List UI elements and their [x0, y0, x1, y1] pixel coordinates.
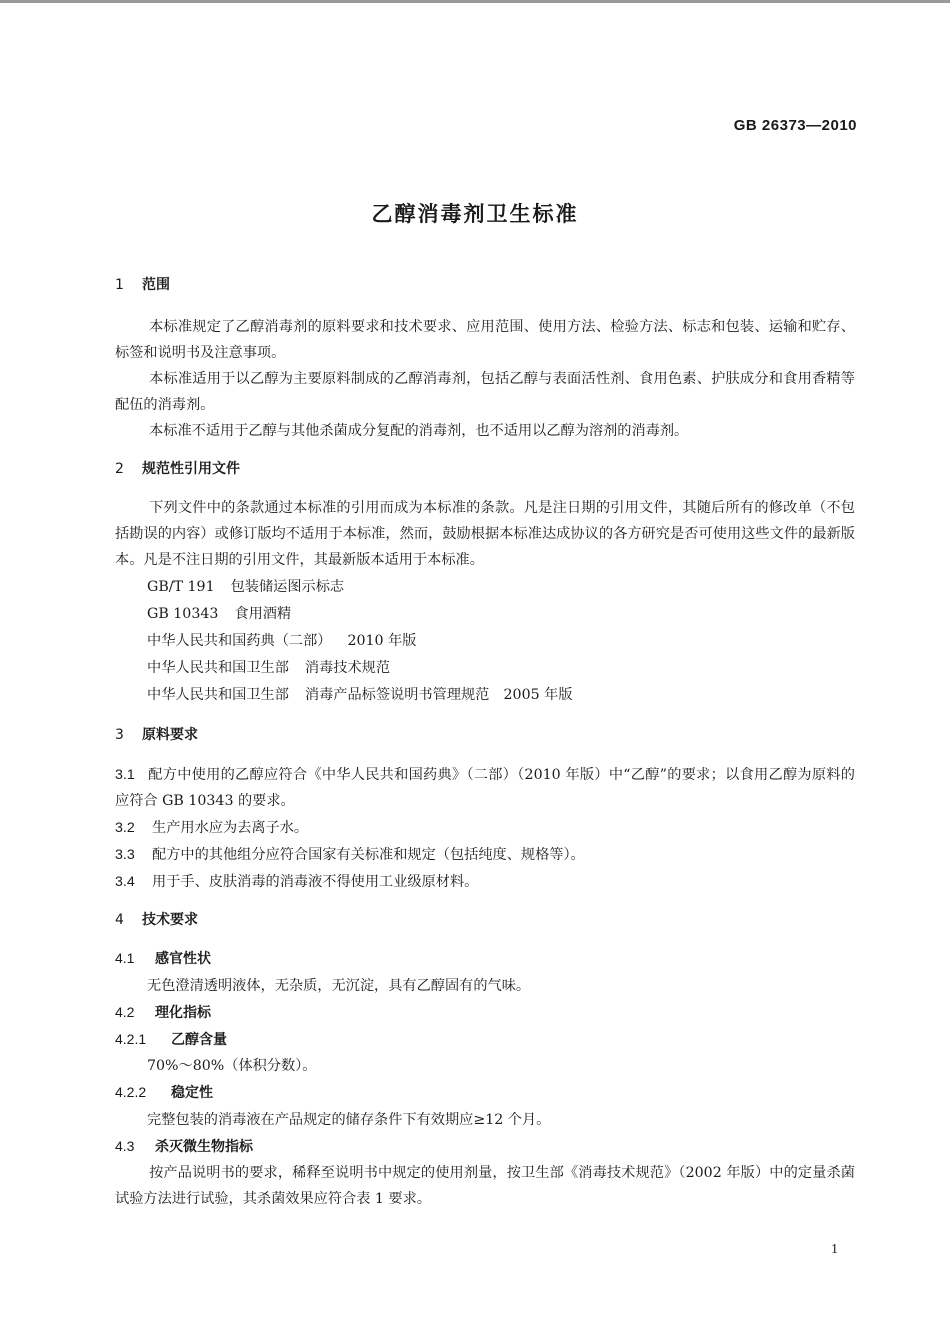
clause-title: 稳定性 [171, 1085, 213, 1101]
section-title: 原料要求 [142, 727, 198, 743]
clause-number: 3.3 [115, 847, 135, 863]
ethanol-content-text: 70%～80%（体积分数）。 [147, 1058, 317, 1074]
clause-text: 用于手、皮肤消毒的消毒液不得使用工业级原材料。 [152, 874, 479, 890]
section-number: 3 [115, 727, 124, 743]
page-number: 1 [831, 1242, 838, 1257]
clause-4-2-1-heading [115, 1029, 227, 1049]
standard-code: GB 26373—2010 [733, 117, 857, 134]
reference-title: 2010 年版 [347, 633, 417, 649]
clause-title: 杀灭微生物指标 [155, 1139, 253, 1155]
reference-code: GB/T 191 [147, 579, 215, 595]
reference-item [147, 657, 390, 677]
reference-title: 消毒技术规范 [304, 660, 391, 676]
reference-code: GB 10343 [147, 606, 219, 622]
reference-title: 包装储运图示标志 [230, 579, 345, 595]
scope-paragraph-2: 本标准适用于以乙醇为主要原料制成的乙醇消毒剂，包括乙醇与表面活性剂、食用色素、护肤成分和食用香精等配伍的消毒剂。 [115, 371, 855, 413]
top-edge-rule [0, 0, 950, 3]
reference-code: 中华人民共和国卫生部 [147, 687, 289, 703]
clause-number: 4.2.2 [115, 1084, 147, 1100]
reference-title: 食用酒精 [234, 606, 292, 622]
section-4-heading [115, 909, 198, 929]
clause-number: 3.1 [115, 767, 135, 783]
stability-text: 完整包装的消毒液在产品规定的储存条件下有效期应≥12 个月。 [147, 1112, 551, 1128]
reference-item [147, 630, 416, 650]
clause-number: 3.4 [115, 874, 135, 890]
section-1-heading [115, 274, 170, 294]
reference-title: 消毒产品标签说明书管理规范 2005 年版 [304, 687, 573, 703]
clause-text: 配方中使用的乙醇应符合《中华人民共和国药典》（二部）（2010 年版）中“乙醇”的要求；以食用乙醇为原料的应符合 GB 10343 的要求。 [115, 767, 855, 809]
clause-3-4 [115, 871, 478, 891]
clause-number: 4.2.1 [115, 1031, 147, 1047]
page-title: 乙醇消毒剂卫生标准 [371, 202, 579, 226]
clause-4-2-heading [115, 1002, 211, 1022]
references-paragraph: 下列文件中的条款通过本标准的引用而成为本标准的条款。凡是注日期的引用文件，其随后所有的修改单（不包括勘误的内容）或修订版均不适用于本标准，然而，鼓励根据本标准达成协议的各方研究是否可使用这些文件的最新版本。凡是不注日期的引用文件，其最新版本适用于本标准。 [115, 500, 855, 568]
scope-paragraph-3: 本标准不适用于乙醇与其他杀菌成分复配的消毒剂，也不适用以乙醇为溶剂的消毒剂。 [149, 423, 689, 439]
microbial-requirement-text: 按产品说明书的要求，稀释至说明书中规定的使用剂量，按卫生部《消毒技术规范》（2002 年版）中的定量杀菌试验方法进行试验，其杀菌效果应符合表 1 要求。 [115, 1165, 855, 1207]
reference-item [147, 603, 291, 623]
clause-4-3-heading [115, 1136, 253, 1156]
clause-4-2-2-heading [115, 1082, 213, 1102]
clause-title: 感官性状 [155, 951, 211, 967]
clause-number: 4.2 [115, 1004, 135, 1020]
reference-item [147, 576, 344, 596]
section-title: 范围 [142, 277, 170, 293]
scope-paragraph-1: 本标准规定了乙醇消毒剂的原料要求和技术要求、应用范围、使用方法、检验方法、标志和包装、运输和贮存、标签和说明书及注意事项。 [115, 319, 855, 361]
clause-text: 生产用水应为去离子水。 [152, 820, 309, 836]
clause-3-2 [115, 817, 308, 837]
clause-4-1-heading [115, 948, 211, 968]
clause-number: 4.1 [115, 950, 135, 966]
clause-3-1 [115, 762, 855, 814]
section-3-heading [115, 724, 198, 744]
reference-item [147, 684, 573, 704]
section-number: 4 [115, 912, 124, 928]
clause-number: 4.3 [115, 1138, 135, 1154]
section-number: 1 [115, 277, 124, 293]
clause-3-3 [115, 844, 585, 864]
reference-code: 中华人民共和国卫生部 [147, 660, 289, 676]
section-2-heading [115, 458, 240, 478]
clause-title: 理化指标 [155, 1005, 211, 1021]
clause-text: 配方中的其他组分应符合国家有关标准和规定（包括纯度、规格等）。 [152, 847, 585, 863]
clause-number: 3.2 [115, 820, 135, 836]
section-title: 技术要求 [142, 912, 198, 928]
reference-code: 中华人民共和国药典（二部） [147, 633, 332, 649]
section-title: 规范性引用文件 [142, 461, 240, 477]
sensory-requirement-text: 无色澄清透明液体，无杂质，无沉淀，具有乙醇固有的气味。 [147, 978, 531, 994]
section-number: 2 [115, 461, 124, 477]
clause-title: 乙醇含量 [171, 1032, 227, 1048]
